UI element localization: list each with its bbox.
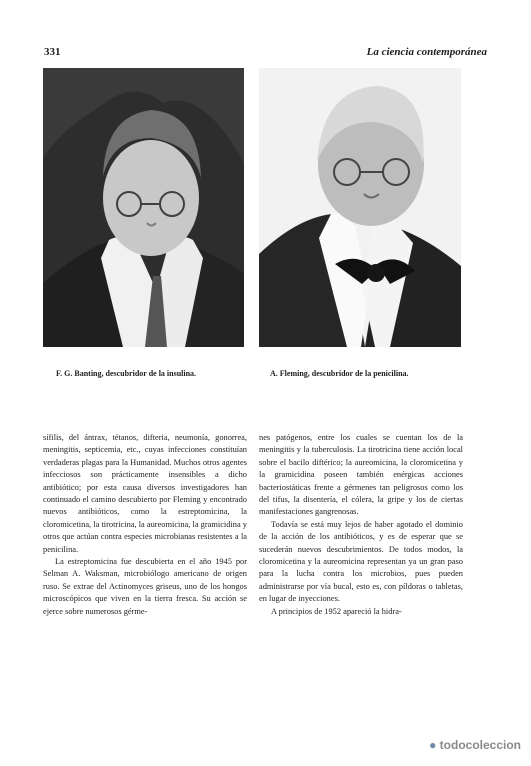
fleming-portrait — [259, 68, 461, 347]
fleming-portrait-image — [259, 68, 461, 347]
left-paragraph-2: La estreptomicina fue descubierta en el año 1945 por Selman A. Waksman, microbiólogo americano de origen ruso. Se extrae del Actinomyces griseus, uno de los hongos microscópicos que viven en la tierra fresca. Su acción se ejerce sobre numerosos gérme- — [43, 557, 247, 616]
left-paragraph-1: sífilis, del ántrax, tétanos, difteria, neumonía, gonorrea, meningitis, septicemia, etc., cuyas infecciones constituían verdaderas plagas para la Humanidad. Muchos otros agentes infecciosos son prácticamente insensibles a dicho antibiótico; por esta causa diversos investigadores han continuado el camino descubierto por Fleming y encontrado nuevos antibióticos, como la estreptomicina, la cloromicetina, la tirotricina, la aureomicina, la gramicidina y otros que actúan contra especies microbianas resistentes a la penicilina. — [43, 433, 247, 554]
watermark-dot-icon: ● — [429, 738, 437, 752]
banting-portrait — [43, 68, 244, 347]
watermark-text: todocoleccion — [439, 738, 521, 752]
banting-caption: F. G. Banting, descubridor de la insulina. — [56, 369, 197, 378]
right-paragraph-3: A principios de 1952 apareció la hidra- — [271, 606, 402, 616]
right-paragraph-1: nes patógenos, entre los cuales se cuentan los de la meningitis y la tuberculosis. La tirotricina tiene acción local sobre el bacilo diftérico; la aureomicina, la cloromicetina y la gramicidina poseen también enérgicas acciones bacteriostáticas frente a gérmenes tan peligrosos como los del tifus, la disentería, el cólera, la gripe y los de ciertas manifestaciones gangrenosas. — [259, 433, 463, 517]
left-text-column — [43, 432, 247, 618]
banting-portrait-image — [43, 68, 244, 347]
running-title: La ciencia contemporánea — [366, 46, 487, 58]
right-paragraph-2: Todavía se está muy lejos de haber agotado el dominio de la acción de los antibióticos, y es de esperar que se sucederán nuevos descubrimientos. De todos modos, la cloromicetina y la aureomicina representan ya un gran paso para la lucha contra los microbios, pues pueden administrarse por vía bucal, esto es, con píldoras o tabletas, en lugar de inyecciones. — [259, 519, 463, 604]
todocoleccion-watermark — [429, 738, 521, 752]
page-number: 331 — [44, 46, 61, 58]
fleming-caption: A. Fleming, descubridor de la penicilina. — [270, 369, 409, 378]
right-text-column — [259, 432, 463, 618]
